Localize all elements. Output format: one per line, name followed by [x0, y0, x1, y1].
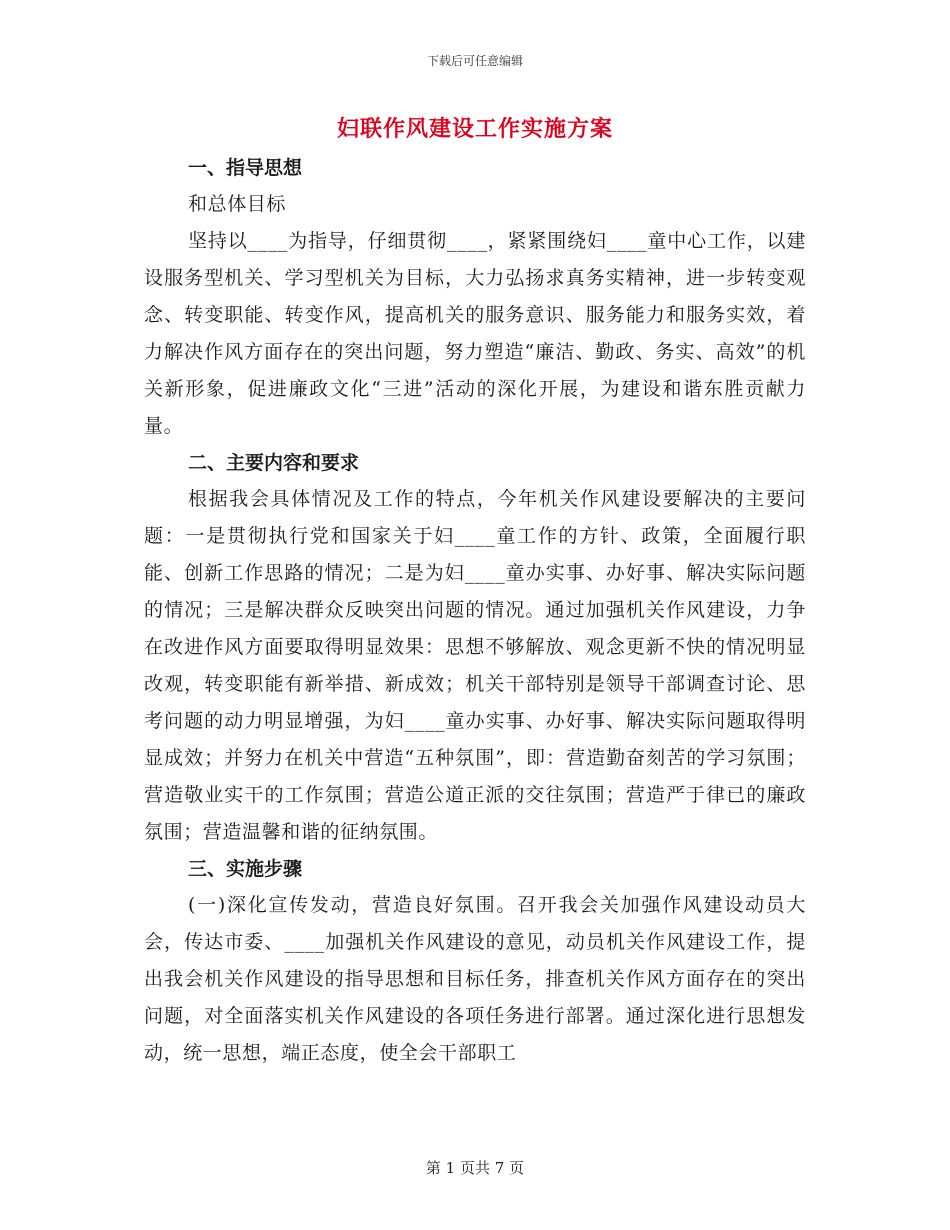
paragraph: 和总体目标 — [188, 193, 287, 215]
section-heading: 一、指导思想 — [188, 157, 303, 179]
paragraph: 坚持以____为指导，仔细贯彻____，紧紧围绕妇____童中心工作，以建设服务型机关、学习型机关为目标，大力弘扬求真务实精神，进一步转变观念、转变职能、转变作风，提高机关的服务意识、服务能力和服务实效，着力解决作风方面存在的突出问题，努力塑造“廉洁、勤政、务实、高效”的机关新形象，促进廉政文化“三进”活动的深化开展，为建设和谐东胜贡献力量。 — [144, 230, 806, 437]
section-heading: 二、主要内容和要求 — [188, 452, 360, 474]
paragraph: 根据我会具体情况及工作的特点，今年机关作风建设要解决的主要问题：一是贯彻执行党和国家关于妇____童工作的方针、政策，全面履行职能、创新工作思路的情况；二是为妇____童办实事、办好事、解决实际问题的情况；三是解决群众反映突出问题的情况。通过加强机关作风建设，力争在改进作风方面要取得明显效果：思想不够解放、观念更新不快的情况明显改观，转变职能有新举措、新成效；机关干部特别是领导干部调查讨论、思考问题的动力明显增强，为妇____童办实事、办好事、解决实际问题取得明显成效；并努力在机关中营造“五种氛围”，即：营造勤奋刻苦的学习氛围；营造敬业实干的工作氛围；营造公道正派的交往氛围；营造严于律已的廉政氛围；营造温馨和谐的征纳氛围。 — [144, 488, 806, 843]
header-note: 下载后可任意编辑 — [426, 54, 523, 68]
paragraph: (一)深化宣传发动，营造良好氛围。召开我会关加强作风建设动员大会，传达市委、____加强机关作风建设的意见，动员机关作风建设工作，提出我会机关作风建设的指导思想和目标任务，排查机关作风方面存在的突出问题，对全面落实机关作风建设的各项任务进行部署。通过深化进行思想发动，统一思想，端正态度，使全会干部职工 — [144, 894, 806, 1064]
document-title: 妇联作风建设工作实施方案 — [336, 116, 613, 142]
document-body — [144, 150, 806, 1072]
section-heading: 三、实施步骤 — [188, 858, 303, 880]
page-number: 第 1 页共 7 页 — [425, 1159, 525, 1177]
